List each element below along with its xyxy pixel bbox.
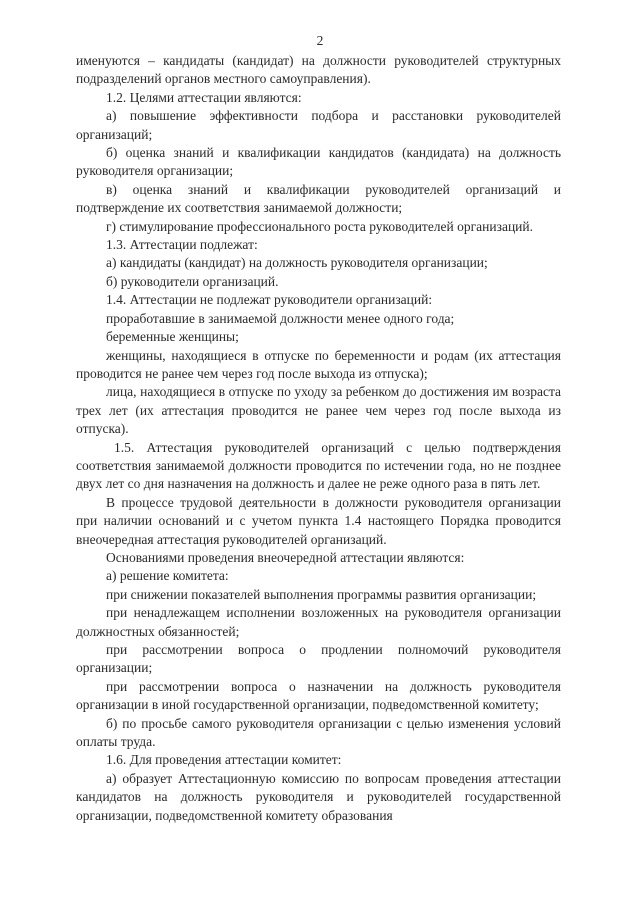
paragraph: б) оценка знаний и квалификации кандидатов (кандидата) на должность руководителя организации; xyxy=(76,145,561,179)
page-number: 2 xyxy=(316,33,324,48)
paragraph: при ненадлежащем исполнении возложенных на руководителя организации должностных обязанностей; xyxy=(76,605,561,639)
paragraph: а) повышение эффективности подбора и расстановки руководителей организаций; xyxy=(76,108,561,142)
paragraph: при рассмотрении вопроса о продлении полномочий руководителя организации; xyxy=(76,642,561,676)
paragraph: 1.2. Целями аттестации являются: xyxy=(106,89,302,105)
paragraph: а) решение комитета: xyxy=(106,568,229,584)
paragraph: б) руководители организаций. xyxy=(106,273,279,289)
paragraph: именуются – кандидаты (кандидат) на должности руководителей структурных подразделений органов местного самоуправления). xyxy=(76,53,561,87)
paragraph: а) образует Аттестационную комиссию по вопросам проведения аттестации кандидатов на должность руководителя и руководителей государственной организации, подведомственной комитету образования xyxy=(76,770,561,823)
paragraph: б) по просьбе самого руководителя организации с целью изменения условий оплаты труда. xyxy=(76,715,561,750)
paragraph: г) стимулирование профессионального роста руководителей организаций. xyxy=(106,218,533,234)
paragraph: 1.3. Аттестации подлежат: xyxy=(106,237,258,253)
paragraph: в) оценка знаний и квалификации руководителей организаций и подтверждение их соответствия занимаемой должности; xyxy=(76,181,561,216)
paragraph: 1.6. Для проведения аттестации комитет: xyxy=(106,752,342,768)
paragraph: а) кандидаты (кандидат) на должность руководителя организации; xyxy=(106,255,488,271)
paragraph: В процессе трудовой деятельности в должности руководителя организации при наличии оснований и с учетом пункта 1.4 настоящего Порядка проводится внеочередная аттестация руководителей организаций. xyxy=(76,494,561,547)
paragraph: при рассмотрении вопроса о назначении на должность руководителя организации в иной государственной организации, подведомственной комитету; xyxy=(76,678,561,713)
paragraph: при снижении показателей выполнения программы развития организации; xyxy=(106,586,537,602)
paragraph: женщины, находящиеся в отпуске по беременности и родам (их аттестация проводится не ранее чем через год после выхода из отпуска); xyxy=(76,347,561,381)
document-body xyxy=(76,52,561,825)
paragraph: лица, находящиеся в отпуске по уходу за ребенком до достижения им возраста трех лет (их аттестация проводится не ранее чем через год после выхода из отпуска). xyxy=(76,384,561,437)
paragraph: 1.5. Аттестация руководителей организаций с целью подтверждения соответствия занимаемой должности проводится по истечении года, но не позднее двух лет со дня назначения на должность и далее не реже одного раза в пять лет. xyxy=(76,439,561,492)
paragraph: беременные женщины; xyxy=(106,329,239,345)
paragraph: проработавшие в занимаемой должности менее одного года; xyxy=(106,310,455,326)
paragraph: Основаниями проведения внеочередной аттестации являются: xyxy=(106,549,465,565)
paragraph: 1.4. Аттестации не подлежат руководители организаций: xyxy=(106,292,433,308)
